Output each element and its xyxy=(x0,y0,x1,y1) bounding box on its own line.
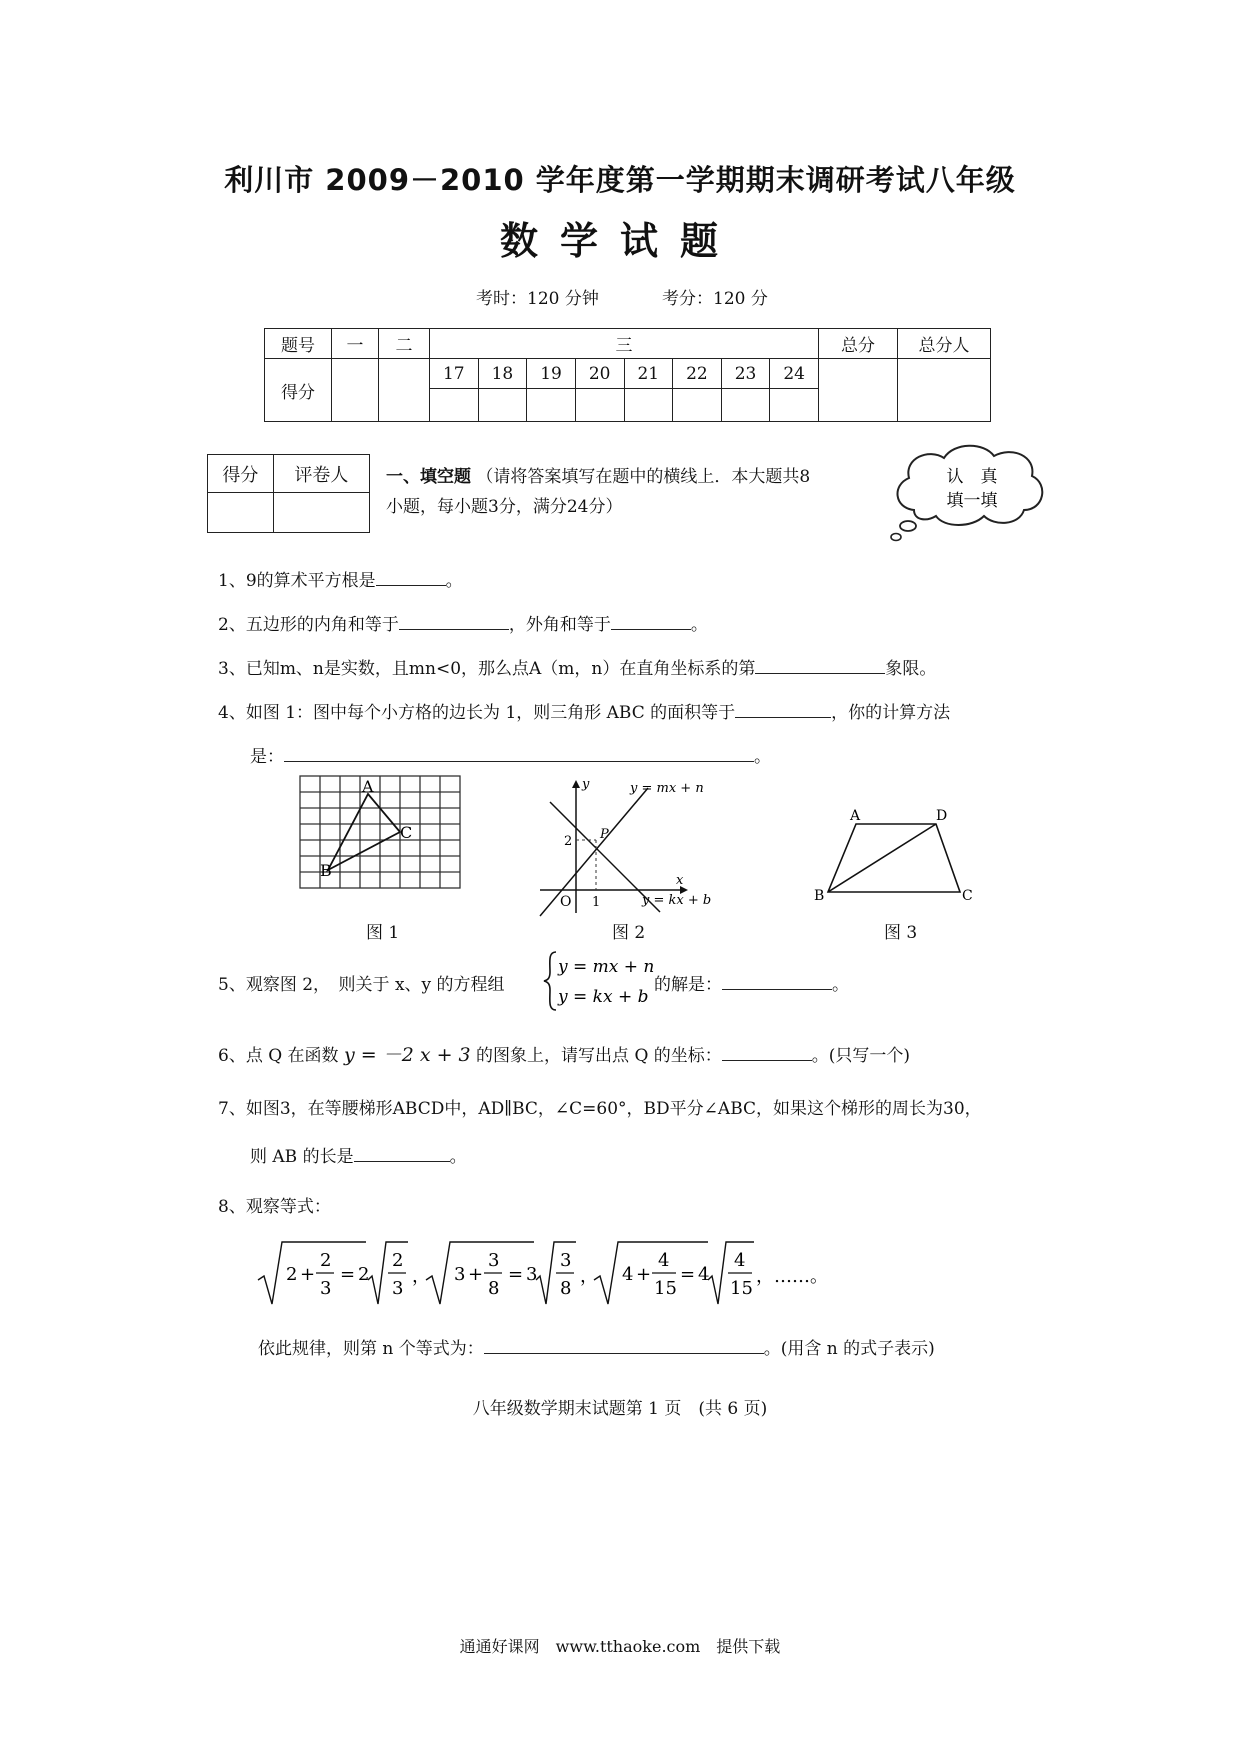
fig1-label-a: A xyxy=(362,777,374,796)
section-1-instruction: （请将答案填写在题中的横线上．本大题共8 xyxy=(476,467,811,487)
question-3 xyxy=(218,654,936,679)
q2-text: 2、五边形的内角和等于 xyxy=(218,615,399,635)
svg-text:=: = xyxy=(680,1264,696,1285)
score-cell xyxy=(575,389,624,422)
svg-text:+: + xyxy=(468,1264,484,1285)
sub-number: 17 xyxy=(430,359,479,389)
q2-end: 。 xyxy=(690,615,708,635)
grader-name-label: 评卷人 xyxy=(273,455,369,493)
question-7 xyxy=(218,1094,982,1119)
page-footer: 八年级数学期末试题第 1 页 (共 6 页) xyxy=(472,1399,768,1419)
q3-text: 3、已知m、n是实数，且mn<0，那么点A（m，n）在直角坐标系的第 xyxy=(218,659,756,679)
th-part-1: 一 xyxy=(332,329,379,359)
q7-answer-blank[interactable] xyxy=(354,1143,450,1162)
th-part-3: 三 xyxy=(430,329,819,359)
svg-text:=: = xyxy=(508,1264,524,1285)
q8-eq1-num: 2 xyxy=(320,1250,332,1271)
question-7-answer xyxy=(250,1142,467,1167)
sub-number: 19 xyxy=(527,359,576,389)
q5-answer-blank[interactable] xyxy=(722,971,832,990)
grader-score-cell xyxy=(208,493,274,533)
fig3-label-a: A xyxy=(850,808,861,824)
q1-end: 。 xyxy=(445,571,463,591)
q1-text: 1、9的算术平方根是 xyxy=(218,571,376,591)
cloud-icon xyxy=(884,440,1054,544)
q8-eq1-rnum: 2 xyxy=(392,1250,404,1271)
figure-1 xyxy=(290,770,470,900)
q2-answer-blank-1[interactable] xyxy=(399,611,509,630)
q4-text-2: ，你的计算方法 xyxy=(831,703,951,723)
q4-text: 4、如图 1：图中每个小方格的边长为 1，则三角形 ABC 的面积等于 xyxy=(218,703,736,723)
q1-answer-blank[interactable] xyxy=(376,567,446,586)
fig1-label-c: C xyxy=(400,823,413,842)
q7-text: 7、如图3，在等腰梯形ABCD中，AD∥BC，∠C=60°，BD平分∠ABC，如果这个梯形的周长为30， xyxy=(218,1099,982,1119)
q8-eq2-rden: 8 xyxy=(560,1278,572,1299)
question-1 xyxy=(218,566,463,591)
q6-function: y = －2 x + 3 xyxy=(343,1044,471,1066)
sub-number: 20 xyxy=(575,359,624,389)
q5-text: 5、观察图 2， 则关于 x、y 的方程组 xyxy=(218,975,505,995)
question-5 xyxy=(218,970,505,995)
section-1-title: 一、填空题 xyxy=(386,467,471,487)
score-cell xyxy=(721,389,770,422)
fig3-diagonal-bd xyxy=(828,824,936,892)
sub-number: 18 xyxy=(478,359,527,389)
q2-text-2: ，外角和等于 xyxy=(508,615,611,635)
q4-end: 。 xyxy=(754,747,771,767)
score-cell-total xyxy=(819,359,898,422)
fig3-trapezoid xyxy=(828,824,960,892)
score-cell-1 xyxy=(332,359,379,422)
cloud-text-1: 认 真 xyxy=(946,467,998,487)
svg-text:+: + xyxy=(636,1264,652,1285)
question-2 xyxy=(218,610,708,635)
site-credit: 通通好课网 www.tthaoke.com 提供下载 xyxy=(459,1637,781,1656)
q5-brace-icon xyxy=(544,948,654,1014)
fig3-label-b: B xyxy=(814,888,825,904)
th-question-no: 题号 xyxy=(265,329,332,359)
figure-3 xyxy=(808,800,978,910)
score-cell xyxy=(673,389,722,422)
score-label: 考分：120 分 xyxy=(662,289,768,309)
fig1-triangle xyxy=(328,794,400,870)
svg-text:+: + xyxy=(300,1264,316,1285)
subject-title: 数学试题 xyxy=(499,219,740,263)
q8-eq1-int: 2 xyxy=(286,1264,298,1285)
q8-eq3-rden: 15 xyxy=(730,1278,753,1299)
q8-eq3-num: 4 xyxy=(658,1250,670,1271)
q8-text-2: 依此规律，则第 n 个等式为： xyxy=(258,1339,484,1359)
fig2-label-x: x xyxy=(676,873,684,888)
q5-equation-2: y = kx + b xyxy=(558,987,649,1007)
q6-text-2: 的图象上，请写出点 Q 的坐标： xyxy=(476,1046,722,1066)
fig1-caption: 图 1 xyxy=(366,923,400,943)
q8-text: 8、观察等式： xyxy=(218,1197,331,1217)
sub-number: 24 xyxy=(770,359,819,389)
fig2-y-arrow-icon xyxy=(572,780,580,788)
q8-eq1-coef: 2 xyxy=(358,1264,370,1285)
score-cell xyxy=(624,389,673,422)
q8-eq2-den: 8 xyxy=(488,1278,500,1299)
grader-score-label: 得分 xyxy=(208,455,274,493)
sub-number: 22 xyxy=(673,359,722,389)
q6-text: 6、点 Q 在函数 xyxy=(218,1046,339,1066)
fig2-label-1: 1 xyxy=(592,895,601,910)
q4-method-blank[interactable] xyxy=(284,743,754,762)
question-8-answer xyxy=(258,1334,935,1359)
svg-text:，: ， xyxy=(580,1266,598,1287)
q8-end: 。(用含 n 的式子表示) xyxy=(763,1339,935,1359)
fig3-label-c: C xyxy=(962,888,973,904)
q8-eq1-den: 3 xyxy=(320,1278,332,1299)
q3-end: 象限。 xyxy=(885,659,937,679)
q2-answer-blank-2[interactable] xyxy=(611,611,691,630)
q8-eq3-int: 4 xyxy=(622,1264,634,1285)
q3-answer-blank[interactable] xyxy=(755,655,885,674)
th-part-2: 二 xyxy=(379,329,430,359)
q5-equation-1: y = mx + n xyxy=(558,957,655,977)
score-cell xyxy=(430,389,479,422)
section-1-instruction-2: 小题，每小题3分，满分24分） xyxy=(386,497,623,517)
q7-text-2: 则 AB 的长是 xyxy=(250,1147,354,1167)
q4-method-label: 是： xyxy=(250,747,284,767)
question-5-answer xyxy=(654,970,849,995)
score-cell xyxy=(527,389,576,422)
q8-eq2-num: 3 xyxy=(488,1250,500,1271)
question-4-method xyxy=(250,742,771,767)
fig2-label-2: 2 xyxy=(564,834,573,849)
q8-eq1-rden: 3 xyxy=(392,1278,404,1299)
fig2-label-line1: y = mx + n xyxy=(630,781,704,796)
q6-answer-blank[interactable] xyxy=(722,1042,812,1061)
fig2-label-y: y xyxy=(582,777,590,792)
fig3-label-d: D xyxy=(936,808,948,824)
figure-2 xyxy=(530,778,730,918)
q4-answer-blank[interactable] xyxy=(735,699,831,718)
q8-eq2-rnum: 3 xyxy=(560,1250,572,1271)
sub-number: 23 xyxy=(721,359,770,389)
q8-eq2-coef: 3 xyxy=(526,1264,538,1285)
q8-equations xyxy=(256,1236,828,1312)
time-label: 考时：120 分钟 xyxy=(476,289,599,309)
th-scorer: 总分人 xyxy=(898,329,991,359)
fig3-caption: 图 3 xyxy=(884,923,918,943)
score-cell-2 xyxy=(379,359,430,422)
q5-end: 。 xyxy=(832,975,849,995)
sub-number: 21 xyxy=(624,359,673,389)
fig2-label-o: O xyxy=(560,894,572,910)
row-score-label: 得分 xyxy=(265,359,332,422)
score-cell xyxy=(478,389,527,422)
q8-tail: ，……。 xyxy=(756,1266,828,1287)
fig1-label-b: B xyxy=(320,861,332,880)
fig2-label-p: P xyxy=(600,827,609,842)
q8-eq2-int: 3 xyxy=(454,1264,466,1285)
question-8 xyxy=(218,1192,331,1217)
q7-end: 。 xyxy=(449,1147,467,1167)
th-total: 总分 xyxy=(819,329,898,359)
question-6 xyxy=(218,1040,910,1067)
score-cell xyxy=(770,389,819,422)
grader-name-cell xyxy=(273,493,369,533)
svg-text:，: ， xyxy=(412,1266,430,1287)
svg-text:=: = xyxy=(340,1264,356,1285)
section-1-heading xyxy=(386,462,906,522)
q5-text-2: 的解是： xyxy=(654,975,722,995)
score-table xyxy=(264,328,991,422)
cloud-text-2: 填一填 xyxy=(946,491,998,511)
q8-eq3-den: 15 xyxy=(654,1278,677,1299)
q8-eq3-rnum: 4 xyxy=(734,1250,746,1271)
q8-answer-blank[interactable] xyxy=(484,1335,764,1354)
fig2-label-line2: y = kx + b xyxy=(642,893,712,908)
q6-end: 。(只写一个) xyxy=(811,1046,911,1066)
grader-table xyxy=(207,454,370,533)
q8-eq3-coef: 4 xyxy=(698,1264,710,1285)
fig2-caption: 图 2 xyxy=(612,923,646,943)
exam-title: 利川市 2009－2010 学年度第一学期期末调研考试八年级 xyxy=(224,163,1016,197)
question-4 xyxy=(218,698,950,723)
score-cell-scorer xyxy=(898,359,991,422)
